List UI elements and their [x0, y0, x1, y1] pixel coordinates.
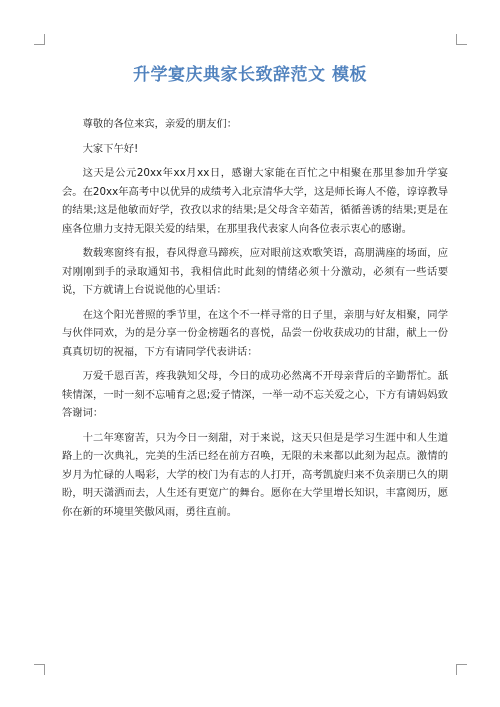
corner-mark-bottom-right — [456, 664, 467, 675]
greeting-paragraph: 尊敬的各位来宾，亲爱的朋友们： — [82, 118, 238, 130]
document-body — [62, 115, 448, 527]
salutation-paragraph: 大家下午好! — [82, 142, 139, 155]
body-paragraph: 数载寒窗终有报，春风得意马蹄疾，应对眼前这欢歌笑语，高朋满座的场面，应对刚刚到手的录取通知书，我相信此时此刻的情绪必须十分激动，必须有一些话要说，下方就请上台说说他的心里话： — [62, 247, 448, 296]
body-paragraph: 万爱千恩百苦，疼我孰知父母，今日的成功必然离不开母亲背后的辛勤帮忙。舐犊情深，一时一刻不忘哺育之恩;爱子情深，一举一动不忘关爱之心，下方有请妈妈致答谢词： — [62, 370, 448, 419]
corner-mark-bottom-left — [34, 664, 45, 675]
body-paragraph: 这天是公元20xx年xx月xx日，感谢大家能在百忙之中相聚在那里参加升学宴会。在20xx年高考中以优异的成绩考入北京清华大学，这是师长诲人不倦，谆谆教导的结果;这是他敏而好学，孜孜以求的结果;是父母含辛茹苦，循循善诱的结果;更是在座各位鼎力支持无限关爱的结果，在那里我代表家人向各位表示衷心的感谢。 — [62, 167, 448, 235]
corner-mark-top-left — [34, 34, 45, 45]
body-paragraph: 在这个阳光普照的季节里，在这个不一样寻常的日子里，亲朋与好友相聚，同学与伙伴同欢，为的是分享一份金榜题名的喜悦，品尝一份收获成功的甘甜，献上一份真真切切的祝福，下方有请同学代表讲话： — [62, 308, 448, 358]
document-title: 升学宴庆典家长致辞范文 模板 — [133, 65, 367, 85]
body-paragraph: 十二年寒窗苦，只为今日一刻甜，对于来说，这天只但是是学习生涯中和人生道路上的一次典礼，完美的生活已经在前方召唤，无限的未来都以此刻为起点。激情的岁月为忙碌的人喝彩，大学的校门为有志的人打开，高考凯旋归来不负亲朋已久的期盼，明天潇洒而去，人生还有更宽广的舞台。愿你在大学里增长知识，丰富阅历，愿你在新的环境里笑傲风雨，勇往直前。 — [62, 431, 448, 518]
corner-mark-top-right — [456, 34, 467, 45]
